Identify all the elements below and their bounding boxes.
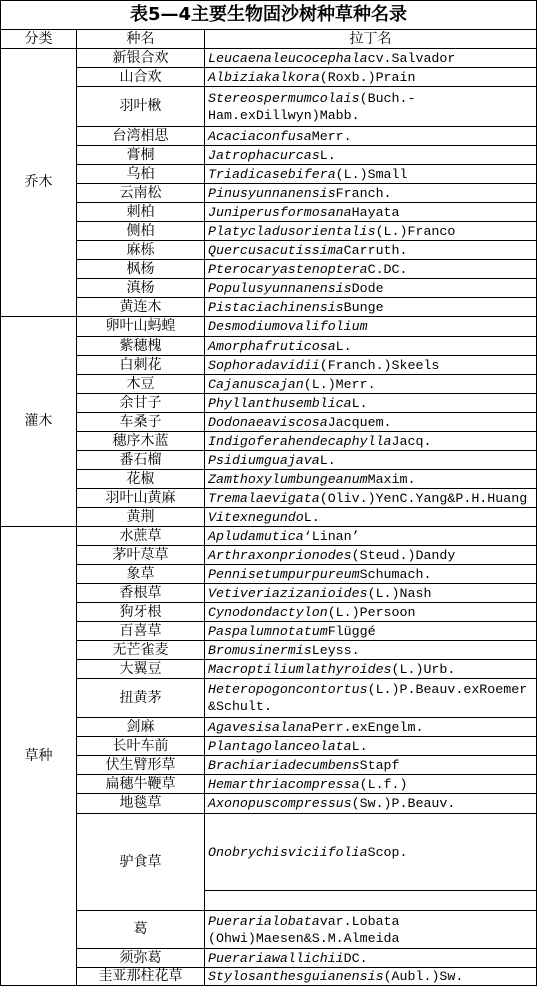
table-row bbox=[1, 508, 537, 527]
latin-binomial: Triadicasebifera bbox=[208, 166, 336, 182]
table-row bbox=[1, 451, 537, 470]
species-name-cell: 无芒雀麦 bbox=[77, 641, 205, 660]
latin-binomial: Puerarialobata bbox=[208, 913, 320, 929]
latin-name-cell bbox=[205, 775, 537, 794]
latin-name-cell bbox=[205, 375, 537, 394]
latin-authority: DC. bbox=[343, 950, 368, 966]
species-name-cell: 羽叶楸 bbox=[77, 87, 205, 127]
table-row bbox=[1, 337, 537, 356]
latin-authority: (Sw.)P.Beauv. bbox=[351, 796, 456, 811]
species-name-cell: 葛 bbox=[77, 911, 205, 949]
latin-name-cell bbox=[205, 87, 537, 127]
latin-authority: (L.)Small bbox=[335, 166, 408, 182]
latin-name bbox=[208, 585, 534, 602]
table-row bbox=[1, 489, 537, 508]
table-row bbox=[1, 203, 537, 222]
latin-name-cell bbox=[205, 679, 537, 718]
latin-binomial: Vitexnegundo bbox=[208, 509, 304, 525]
latin-name-cell-empty bbox=[205, 891, 537, 911]
latin-binomial: Onobrychisviciifolia bbox=[208, 844, 368, 860]
table-row bbox=[1, 260, 537, 279]
latin-name-cell bbox=[205, 489, 537, 508]
latin-binomial: Dodonaeaviscosa bbox=[208, 414, 328, 430]
table-row bbox=[1, 584, 537, 603]
latin-authority: (Steud.)Dandy bbox=[351, 547, 456, 563]
latin-authority: L. bbox=[319, 147, 336, 163]
table-row bbox=[1, 641, 537, 660]
species-name-cell: 百喜草 bbox=[77, 622, 205, 641]
latin-name-cell bbox=[205, 660, 537, 679]
latin-binomial: Acaciaconfusa bbox=[208, 128, 312, 144]
latin-binomial: Macroptiliumlathyroides bbox=[208, 661, 392, 677]
table-row bbox=[1, 165, 537, 184]
table-row bbox=[1, 814, 537, 891]
latin-authority: (L.)Franco bbox=[375, 223, 456, 239]
latin-name-cell bbox=[205, 718, 537, 737]
latin-authority: (L.)Nash bbox=[367, 585, 432, 601]
table-row bbox=[1, 546, 537, 565]
latin-name bbox=[208, 90, 417, 124]
header-category: 分类 bbox=[1, 30, 77, 49]
latin-name bbox=[208, 490, 534, 507]
latin-name-cell bbox=[205, 241, 537, 260]
latin-authority: L. bbox=[303, 509, 320, 525]
species-name-cell: 卵叶山蚂蝗 bbox=[77, 317, 205, 337]
species-name-cell: 象草 bbox=[77, 565, 205, 584]
species-name-cell: 穗序木蓝 bbox=[77, 432, 205, 451]
table-row bbox=[1, 718, 537, 737]
table-row bbox=[1, 527, 537, 546]
species-name-cell: 黄荆 bbox=[77, 508, 205, 527]
latin-binomial: Pistaciachinensis bbox=[208, 299, 344, 315]
latin-name-cell bbox=[205, 603, 537, 622]
latin-authority: L. bbox=[319, 452, 336, 468]
table-row bbox=[1, 87, 537, 127]
species-name-cell: 侧柏 bbox=[77, 222, 205, 241]
species-name-cell: 紫穗槐 bbox=[77, 337, 205, 356]
species-name-cell: 驴食草 bbox=[77, 814, 205, 911]
latin-name-cell bbox=[205, 49, 537, 68]
latin-name bbox=[208, 452, 534, 469]
latin-authority: Merr. bbox=[311, 128, 352, 144]
species-name-cell: 余甘子 bbox=[77, 394, 205, 413]
latin-name-cell bbox=[205, 737, 537, 756]
table-row bbox=[1, 222, 537, 241]
category-cell: 灌木 bbox=[1, 317, 77, 527]
latin-name bbox=[208, 242, 534, 259]
latin-name bbox=[208, 50, 534, 67]
species-name-cell: 台湾相思 bbox=[77, 127, 205, 146]
latin-authority: Scop. bbox=[367, 844, 408, 860]
latin-name bbox=[208, 604, 534, 621]
latin-name-cell bbox=[205, 968, 537, 986]
latin-name bbox=[208, 795, 534, 812]
latin-binomial: Vetiveriazizanioides bbox=[208, 585, 368, 601]
latin-name-cell bbox=[205, 298, 537, 317]
latin-name bbox=[208, 509, 534, 526]
latin-name bbox=[208, 395, 534, 412]
latin-name bbox=[208, 357, 534, 374]
latin-authority: Leyss. bbox=[311, 642, 360, 658]
species-name-cell: 扭黄茅 bbox=[77, 679, 205, 718]
latin-name bbox=[208, 642, 534, 659]
table-row bbox=[1, 968, 537, 986]
species-name-cell: 狗牙根 bbox=[77, 603, 205, 622]
latin-authority: L. bbox=[351, 738, 368, 754]
latin-name bbox=[208, 376, 534, 393]
table-row bbox=[1, 775, 537, 794]
species-name-cell: 新银合欢 bbox=[77, 49, 205, 68]
latin-name-cell bbox=[205, 641, 537, 660]
latin-binomial: Stereospermumcolais bbox=[208, 90, 360, 106]
latin-authority: Hayata bbox=[351, 204, 400, 220]
latin-binomial: Apludamutica bbox=[208, 528, 304, 544]
latin-name bbox=[208, 623, 534, 640]
species-name-cell: 白刺花 bbox=[77, 356, 205, 375]
table-row bbox=[1, 603, 537, 622]
header-latin-name: 拉丁名 bbox=[205, 30, 537, 49]
latin-name bbox=[208, 968, 534, 985]
latin-name-cell bbox=[205, 317, 537, 337]
table-row bbox=[1, 394, 537, 413]
table-row bbox=[1, 375, 537, 394]
species-name-cell: 滇杨 bbox=[77, 279, 205, 298]
table-row bbox=[1, 737, 537, 756]
header-row bbox=[1, 30, 537, 49]
latin-binomial: Tremalaevigata bbox=[208, 490, 320, 506]
latin-binomial: Amorphafruticosa bbox=[208, 338, 336, 354]
latin-binomial: Sophoradavidii bbox=[208, 357, 320, 373]
latin-name-cell bbox=[205, 508, 537, 527]
latin-name-cell bbox=[205, 794, 537, 814]
species-name-cell: 花椒 bbox=[77, 470, 205, 489]
species-name-cell: 剑麻 bbox=[77, 718, 205, 737]
species-name-cell: 香根草 bbox=[77, 584, 205, 603]
latin-name bbox=[208, 166, 534, 183]
latin-binomial: Puerariawallichii bbox=[208, 950, 344, 966]
latin-binomial: Desmodiumovalifolium bbox=[208, 319, 368, 334]
latin-authority: C.DC. bbox=[367, 261, 408, 277]
species-name-cell: 枫杨 bbox=[77, 260, 205, 279]
table-row bbox=[1, 146, 537, 165]
latin-authority: ‘Linan’ bbox=[303, 528, 360, 544]
species-name-cell: 乌桕 bbox=[77, 165, 205, 184]
table-row bbox=[1, 470, 537, 489]
latin-binomial: Pinusyunnanensis bbox=[208, 185, 336, 201]
table-row bbox=[1, 279, 537, 298]
species-name-cell: 大翼豆 bbox=[77, 660, 205, 679]
latin-name bbox=[208, 204, 534, 221]
category-cell: 乔木 bbox=[1, 49, 77, 317]
latin-name-cell bbox=[205, 127, 537, 146]
latin-authority: (Roxb.)Prain bbox=[319, 69, 416, 85]
latin-authority: Jacq. bbox=[391, 433, 432, 449]
species-name-cell: 云南松 bbox=[77, 184, 205, 203]
latin-name-cell bbox=[205, 470, 537, 489]
latin-authority: var.Lobata(Ohwi)Maesen&S.M.Almeida bbox=[208, 913, 400, 946]
latin-binomial: Stylosanthesguianensis bbox=[208, 969, 384, 984]
latin-binomial: Jatrophacurcas bbox=[208, 147, 320, 163]
latin-name bbox=[208, 414, 534, 431]
latin-name bbox=[208, 471, 534, 488]
table-row bbox=[1, 413, 537, 432]
latin-name-cell bbox=[205, 756, 537, 775]
latin-name bbox=[208, 719, 534, 736]
table-row bbox=[1, 794, 537, 814]
latin-binomial: Pennisetumpurpureum bbox=[208, 566, 360, 582]
latin-name-cell bbox=[205, 814, 537, 891]
table-row bbox=[1, 660, 537, 679]
latin-binomial: Psidiumguajava bbox=[208, 452, 320, 468]
latin-authority: Bunge bbox=[343, 299, 384, 315]
latin-authority: (L.)P.Beauv.exRoemer&Schult. bbox=[208, 682, 528, 714]
latin-binomial: Arthraxonprionodes bbox=[208, 547, 352, 563]
latin-authority: (L.f.) bbox=[359, 776, 408, 792]
latin-name-cell bbox=[205, 622, 537, 641]
latin-name-cell bbox=[205, 337, 537, 356]
latin-name bbox=[208, 528, 534, 545]
latin-binomial: Albiziakalkora bbox=[208, 69, 320, 85]
latin-binomial: Axonopuscompressus bbox=[208, 796, 352, 811]
latin-authority: (Oliv.)YenC.Yang&P.H.Huang bbox=[319, 490, 528, 506]
latin-name bbox=[208, 913, 402, 947]
latin-binomial: Plantagolanceolata bbox=[208, 738, 352, 754]
latin-name bbox=[208, 261, 534, 278]
latin-binomial: Quercusacutissima bbox=[208, 242, 344, 258]
latin-name-cell bbox=[205, 165, 537, 184]
latin-name-cell bbox=[205, 565, 537, 584]
latin-name-cell bbox=[205, 68, 537, 87]
latin-name-cell bbox=[205, 527, 537, 546]
species-name-cell: 扁穗牛鞭草 bbox=[77, 775, 205, 794]
latin-name bbox=[208, 844, 534, 861]
table-row bbox=[1, 356, 537, 375]
latin-binomial: Juniperusformosana bbox=[208, 204, 352, 220]
latin-authority: Carruth. bbox=[343, 242, 408, 258]
latin-authority: Stapf bbox=[359, 757, 400, 773]
latin-name-cell bbox=[205, 146, 537, 165]
table-row bbox=[1, 679, 537, 718]
latin-authority: Dode bbox=[351, 280, 384, 296]
latin-name bbox=[208, 318, 534, 335]
latin-name-cell bbox=[205, 432, 537, 451]
table-row bbox=[1, 241, 537, 260]
latin-binomial: Phyllanthusemblica bbox=[208, 395, 352, 411]
latin-name-cell bbox=[205, 279, 537, 298]
latin-name bbox=[208, 69, 534, 86]
latin-name bbox=[208, 738, 534, 755]
latin-binomial: Populusyunnanensis bbox=[208, 280, 352, 296]
latin-name-cell bbox=[205, 546, 537, 565]
latin-authority: L. bbox=[351, 395, 368, 411]
latin-authority: Franch. bbox=[335, 185, 392, 201]
latin-authority: (L.)Urb. bbox=[391, 661, 456, 677]
table-row bbox=[1, 298, 537, 317]
table-body bbox=[1, 49, 537, 986]
latin-binomial: Cajanuscajan bbox=[208, 376, 304, 392]
table-row bbox=[1, 127, 537, 146]
latin-name-cell bbox=[205, 584, 537, 603]
latin-name bbox=[208, 547, 534, 564]
latin-name bbox=[208, 566, 534, 583]
species-name-cell: 水蔗草 bbox=[77, 527, 205, 546]
latin-authority: Perr.exEngelm. bbox=[311, 719, 424, 735]
latin-name bbox=[208, 950, 534, 967]
latin-name-cell bbox=[205, 203, 537, 222]
table-title: 表5—4主要生物固沙树种草种名录 bbox=[1, 1, 537, 30]
table-row bbox=[1, 756, 537, 775]
species-name-cell: 伏生臂形草 bbox=[77, 756, 205, 775]
latin-binomial: Zamthoxylumbungeanum bbox=[208, 471, 368, 487]
latin-binomial: Paspalumnotatum bbox=[208, 623, 328, 639]
latin-binomial: Brachiariadecumbens bbox=[208, 757, 360, 773]
latin-binomial: Platycladusorientalis bbox=[208, 223, 376, 239]
species-name-cell: 须弥葛 bbox=[77, 949, 205, 968]
latin-binomial: Cynodondactylon bbox=[208, 604, 328, 620]
table-row bbox=[1, 68, 537, 87]
latin-binomial: Pterocaryastenoptera bbox=[208, 261, 368, 277]
latin-name bbox=[208, 681, 529, 715]
latin-name bbox=[208, 338, 534, 355]
species-name-cell: 山合欢 bbox=[77, 68, 205, 87]
species-name-cell: 刺柏 bbox=[77, 203, 205, 222]
latin-authority: Schumach. bbox=[359, 566, 432, 582]
latin-name-cell bbox=[205, 911, 537, 949]
latin-binomial: Indigoferahendecaphylla bbox=[208, 433, 392, 449]
category-cell: 草种 bbox=[1, 527, 77, 986]
table-row bbox=[1, 911, 537, 949]
table-row bbox=[1, 432, 537, 451]
latin-authority: (L.)Persoon bbox=[327, 604, 416, 620]
latin-authority: cv.Salvador bbox=[367, 50, 456, 66]
species-name-cell: 膏桐 bbox=[77, 146, 205, 165]
latin-name-cell bbox=[205, 451, 537, 470]
latin-name bbox=[208, 433, 534, 450]
table-row bbox=[1, 622, 537, 641]
latin-authority: Maxim. bbox=[367, 471, 416, 487]
latin-binomial: Agavesisalana bbox=[208, 719, 312, 735]
table-row bbox=[1, 184, 537, 203]
table-row bbox=[1, 317, 537, 337]
species-name-cell: 麻栎 bbox=[77, 241, 205, 260]
latin-binomial: Heteropogoncontortus bbox=[208, 682, 368, 697]
species-name-cell: 黄连木 bbox=[77, 298, 205, 317]
latin-name bbox=[208, 757, 534, 774]
species-name-cell: 车桑子 bbox=[77, 413, 205, 432]
latin-authority: (Aubl.)Sw. bbox=[383, 969, 464, 984]
latin-authority: (Franch.)Skeels bbox=[319, 357, 440, 373]
latin-name-cell bbox=[205, 184, 537, 203]
species-name-cell: 番石榴 bbox=[77, 451, 205, 470]
latin-name-cell bbox=[205, 413, 537, 432]
species-name-cell: 地毯草 bbox=[77, 794, 205, 814]
latin-authority: (Buch.-Ham.exDillwyn)Mabb. bbox=[208, 90, 416, 123]
latin-name-cell bbox=[205, 949, 537, 968]
species-name-cell: 长叶车前 bbox=[77, 737, 205, 756]
header-species-name: 种名 bbox=[77, 30, 205, 49]
latin-authority: (L.)Merr. bbox=[303, 376, 376, 392]
species-name-cell: 木豆 bbox=[77, 375, 205, 394]
species-name-cell: 羽叶山黄麻 bbox=[77, 489, 205, 508]
species-name-cell: 茅叶荩草 bbox=[77, 546, 205, 565]
title-row bbox=[1, 1, 537, 30]
latin-authority: L. bbox=[335, 338, 352, 354]
latin-name bbox=[208, 299, 534, 316]
latin-binomial: Hemarthriacompressa bbox=[208, 776, 360, 792]
table-row bbox=[1, 49, 537, 68]
latin-name-cell bbox=[205, 222, 537, 241]
species-name-cell: 圭亚那柱花草 bbox=[77, 968, 205, 986]
latin-binomial: Leucaenaleucocephala bbox=[208, 50, 368, 66]
latin-name bbox=[208, 661, 534, 678]
table-row bbox=[1, 949, 537, 968]
latin-name bbox=[208, 128, 534, 145]
latin-name bbox=[208, 776, 534, 793]
table-row bbox=[1, 565, 537, 584]
latin-name-cell bbox=[205, 260, 537, 279]
latin-name bbox=[208, 185, 534, 202]
latin-authority: Flüggé bbox=[327, 623, 376, 639]
latin-name bbox=[208, 223, 534, 240]
latin-name bbox=[208, 280, 534, 297]
latin-name-cell bbox=[205, 356, 537, 375]
latin-name-cell bbox=[205, 394, 537, 413]
latin-authority: Jacquem. bbox=[327, 414, 392, 430]
latin-name bbox=[208, 147, 534, 164]
latin-binomial: Bromusinermis bbox=[208, 642, 312, 658]
